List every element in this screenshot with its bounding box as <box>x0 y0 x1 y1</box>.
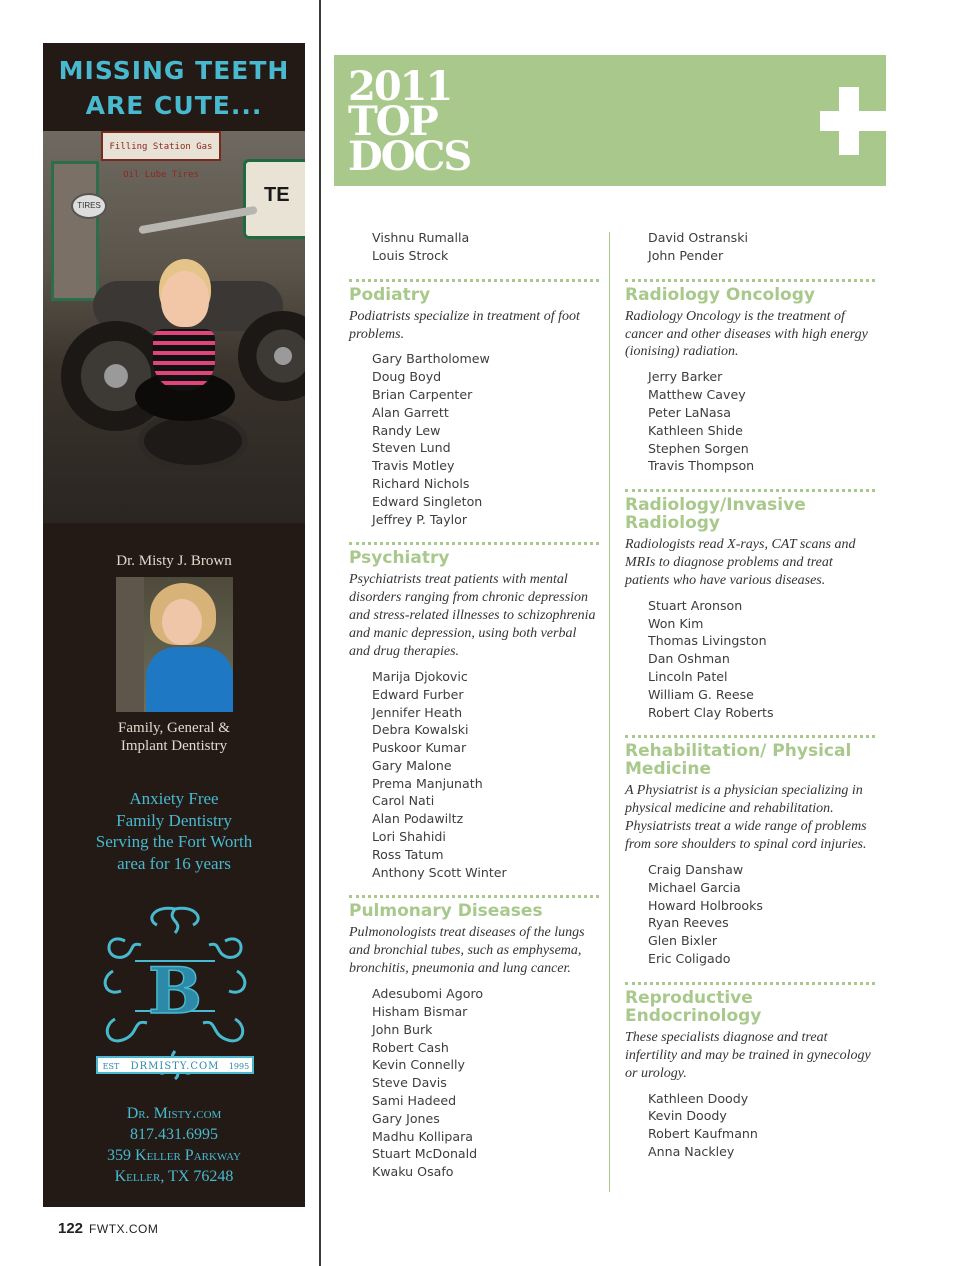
banner-title-line-2: TOP <box>348 98 437 145</box>
doctor-name-list <box>349 350 599 528</box>
doctor-name: Gary Malone <box>372 757 452 773</box>
caption-line-2: Implant Dentistry <box>120 738 228 754</box>
doctor-name: Randy Lew <box>372 422 441 438</box>
specialty-description: These specialists diagnose and treat infertility and may be trained in gynecology or urology. <box>625 1029 871 1081</box>
doctor-name: Lori Shahidi <box>372 829 446 845</box>
doctor-name-list <box>625 861 875 968</box>
left-column <box>349 222 599 1181</box>
banner-title-line-1: 2011 <box>348 63 452 110</box>
ad-practice-caption <box>43 719 305 755</box>
photo-window <box>51 161 99 301</box>
logo-ribbon-text: DRMISTY.COM <box>130 1061 220 1072</box>
doctor-name: Travis Thompson <box>648 458 755 474</box>
doctor-name: Jeffrey P. Taylor <box>372 511 468 527</box>
specialty-section <box>625 735 875 967</box>
tagline-line-2: Family Dentistry <box>116 810 232 830</box>
tagline-line-1: Anxiety Free <box>129 789 219 808</box>
doctor-name: Edward Singleton <box>372 493 483 509</box>
doctor-name: Matthew Cavey <box>648 387 746 403</box>
doctor-name: Steven Lund <box>372 440 451 456</box>
doctor-name: Robert Clay Roberts <box>648 704 774 720</box>
dentist-advertisement[interactable] <box>43 43 305 1207</box>
motorcycle-handlebar <box>138 206 258 235</box>
ad-street: 359 Keller Parkway <box>107 1147 241 1164</box>
ad-tagline <box>43 788 305 874</box>
specialty-description: Psychiatrists treat patients with mental disorders ranging from chronic depression and stress-related illnesses to schizophrenia and manic depression, using both verbal and drug therapies. <box>349 572 596 659</box>
doctor-portrait <box>116 577 233 712</box>
right-column <box>625 222 875 1161</box>
specialty-title: Radiology/Invasive Radiology <box>625 495 806 534</box>
doctor-name: Kevin Doody <box>648 1108 727 1124</box>
tagline-line-3: Serving the Fort Worth <box>95 832 253 851</box>
doctor-name: Gary Bartholomew <box>372 351 490 367</box>
girl-head <box>161 271 209 327</box>
doctor-name: Ross Tatum <box>372 846 444 862</box>
specialty-section <box>349 279 599 529</box>
doctor-name: Richard Nichols <box>372 475 470 491</box>
doctor-name: Dan Oshman <box>648 651 730 667</box>
ad-website[interactable]: Dr. Misty.com <box>126 1105 222 1122</box>
doctor-name: Kathleen Doody <box>648 1090 749 1106</box>
doctor-name: Prema Manjunath <box>372 775 483 791</box>
specialty-section <box>349 895 599 1180</box>
doctor-name: Stephen Sorgen <box>648 440 749 456</box>
doctor-name-list <box>349 985 599 1181</box>
doctor-name: Puskoor Kumar <box>372 740 467 756</box>
ornamental-b-logo <box>95 901 255 1091</box>
caption-line-1: Family, General & <box>118 720 230 736</box>
folio-site: FWTX.COM <box>89 1222 159 1236</box>
ad-city: Keller, TX 76248 <box>114 1168 234 1185</box>
doctor-name: Lincoln Patel <box>648 669 728 684</box>
specialty-title: Reproductive Endocrinology <box>625 987 762 1026</box>
logo-right-year: 1995 <box>228 1062 250 1071</box>
page-number: 122 <box>58 1220 84 1237</box>
doctor-name: Steve Davis <box>372 1075 447 1091</box>
column-divider <box>609 232 610 1192</box>
doctor-name: William G. Reese <box>648 686 754 702</box>
doctor-name: Jennifer Heath <box>372 704 463 720</box>
doctor-name: Gary Jones <box>372 1110 440 1126</box>
tagline-line-4: area for 16 years <box>117 853 231 873</box>
continued-name-list <box>625 229 875 265</box>
top-docs-banner <box>334 55 886 186</box>
specialty-section <box>625 982 875 1161</box>
filling-station-sign: Filling Station Gas Oil Lube Tires <box>101 131 221 161</box>
doctor-name: Sami Hadeed <box>372 1092 457 1108</box>
page-gutter-rule <box>319 0 321 1266</box>
texaco-sign: TE <box>243 159 305 239</box>
specialty-description: Radiologists read X-rays, CAT scans and MRIs to diagnose problems and treat patients who have various diseases. <box>625 537 856 588</box>
doctor-name: Madhu Kollipara <box>372 1128 473 1144</box>
banner-title-line-3: DOCS <box>348 133 471 180</box>
ad-doctor-name: Dr. Misty J. Brown <box>116 553 232 569</box>
doctor-name: Doug Boyd <box>372 369 442 385</box>
specialty-description: Radiology Oncology is the treatment of cancer and other diseases with high energy (ionising) radiation. <box>625 308 868 360</box>
doctor-name: Debra Kowalski <box>372 722 469 738</box>
specialty-description: Pulmonologists treat diseases of the lungs and bronchial tubes, such as emphysema, bronchitis, pneumonia and lung cancer. <box>349 925 585 977</box>
doctor-name-list <box>349 668 599 882</box>
specialty-description: Podiatrists specialize in treatment of foot problems. <box>349 308 580 342</box>
logo-letter: B <box>147 954 203 1029</box>
doctor-name: Carol Nati <box>372 793 435 809</box>
doctor-name: Won Kim <box>648 615 704 631</box>
girl-body <box>153 329 215 391</box>
ad-headline-line-2: ARE CUTE... <box>85 91 263 120</box>
specialty-title: Psychiatry <box>349 548 450 569</box>
doctor-name-list <box>625 368 875 475</box>
doctor-name: Robert Cash <box>372 1039 449 1055</box>
doctor-name: Robert Kaufmann <box>648 1126 758 1142</box>
specialty-title: Radiology Oncology <box>625 284 815 305</box>
doctor-name: Alan Podawiltz <box>372 811 464 827</box>
doctor-name: Glen Bixler <box>648 933 718 949</box>
doctor-name: John Pender <box>648 247 724 263</box>
doctor-name-list <box>625 597 875 722</box>
doctor-name: Howard Holbrooks <box>648 897 763 913</box>
doctor-name: Peter LaNasa <box>648 404 731 420</box>
doctor-name: Eric Coligado <box>648 951 731 966</box>
continued-name-list <box>349 229 599 265</box>
doctor-name: Kathleen Shide <box>648 422 743 438</box>
doctor-name: Anna Nackley <box>648 1143 735 1159</box>
doctor-name: Travis Motley <box>372 458 455 474</box>
doctor-name: Marija Djokovic <box>372 668 468 684</box>
specialty-description: A Physiatrist is a physician specializing in physical medicine and rehabilitation. Physiatrists treat a wide range of problems from sore shoulders to spinal cord injuries. <box>625 783 867 853</box>
doctor-name: Kevin Connelly <box>372 1057 465 1073</box>
specialty-section <box>625 489 875 721</box>
page-folio <box>58 1220 158 1238</box>
specialty-section <box>625 279 875 476</box>
doctor-name: Thomas Livingston <box>648 633 767 649</box>
doctor-name: Jerry Barker <box>648 369 723 385</box>
specialty-title: Rehabilitation/ Physical Medicine <box>625 741 852 780</box>
ad-phone[interactable]: 817.431.6995 <box>130 1126 218 1143</box>
doctor-name: Anthony Scott Winter <box>372 864 507 880</box>
doctor-name: Louis Strock <box>372 247 449 263</box>
ad-photo-girl-on-motorcycle <box>43 131 305 523</box>
specialty-title: Podiatry <box>349 284 431 305</box>
ad-headline <box>43 53 305 123</box>
doctor-name: Kwaku Osafo <box>372 1164 454 1180</box>
logo-left-year: EST <box>102 1062 120 1071</box>
doctor-name: Ryan Reeves <box>648 915 729 931</box>
doctor-name: Edward Furber <box>372 686 464 702</box>
doctor-name: Michael Garcia <box>648 879 741 895</box>
specialty-section <box>349 542 599 881</box>
right-sections <box>625 279 875 1161</box>
doctor-name: Vishnu Rumalla <box>372 230 470 245</box>
doctor-name: Hisham Bismar <box>372 1003 468 1019</box>
tires-sign: TIRES <box>71 193 107 219</box>
ad-headline-line-1: MISSING TEETH <box>58 56 290 85</box>
doctor-name: Stuart Aronson <box>648 597 743 613</box>
doctor-name: Brian Carpenter <box>372 387 473 402</box>
doctor-name: Stuart McDonald <box>372 1146 478 1162</box>
ad-contact-block <box>43 1103 305 1187</box>
doctor-name: Craig Danshaw <box>648 862 744 878</box>
doctor-name: Adesubomi Agoro <box>372 986 484 1002</box>
doctor-name: David Ostranski <box>648 230 749 245</box>
left-sections <box>349 279 599 1181</box>
doctor-name-list <box>625 1090 875 1161</box>
doctor-name: John Burk <box>372 1021 433 1037</box>
specialty-title: Pulmonary Diseases <box>349 901 543 922</box>
doctor-name: Alan Garrett <box>372 404 449 420</box>
banner-title <box>348 63 471 180</box>
